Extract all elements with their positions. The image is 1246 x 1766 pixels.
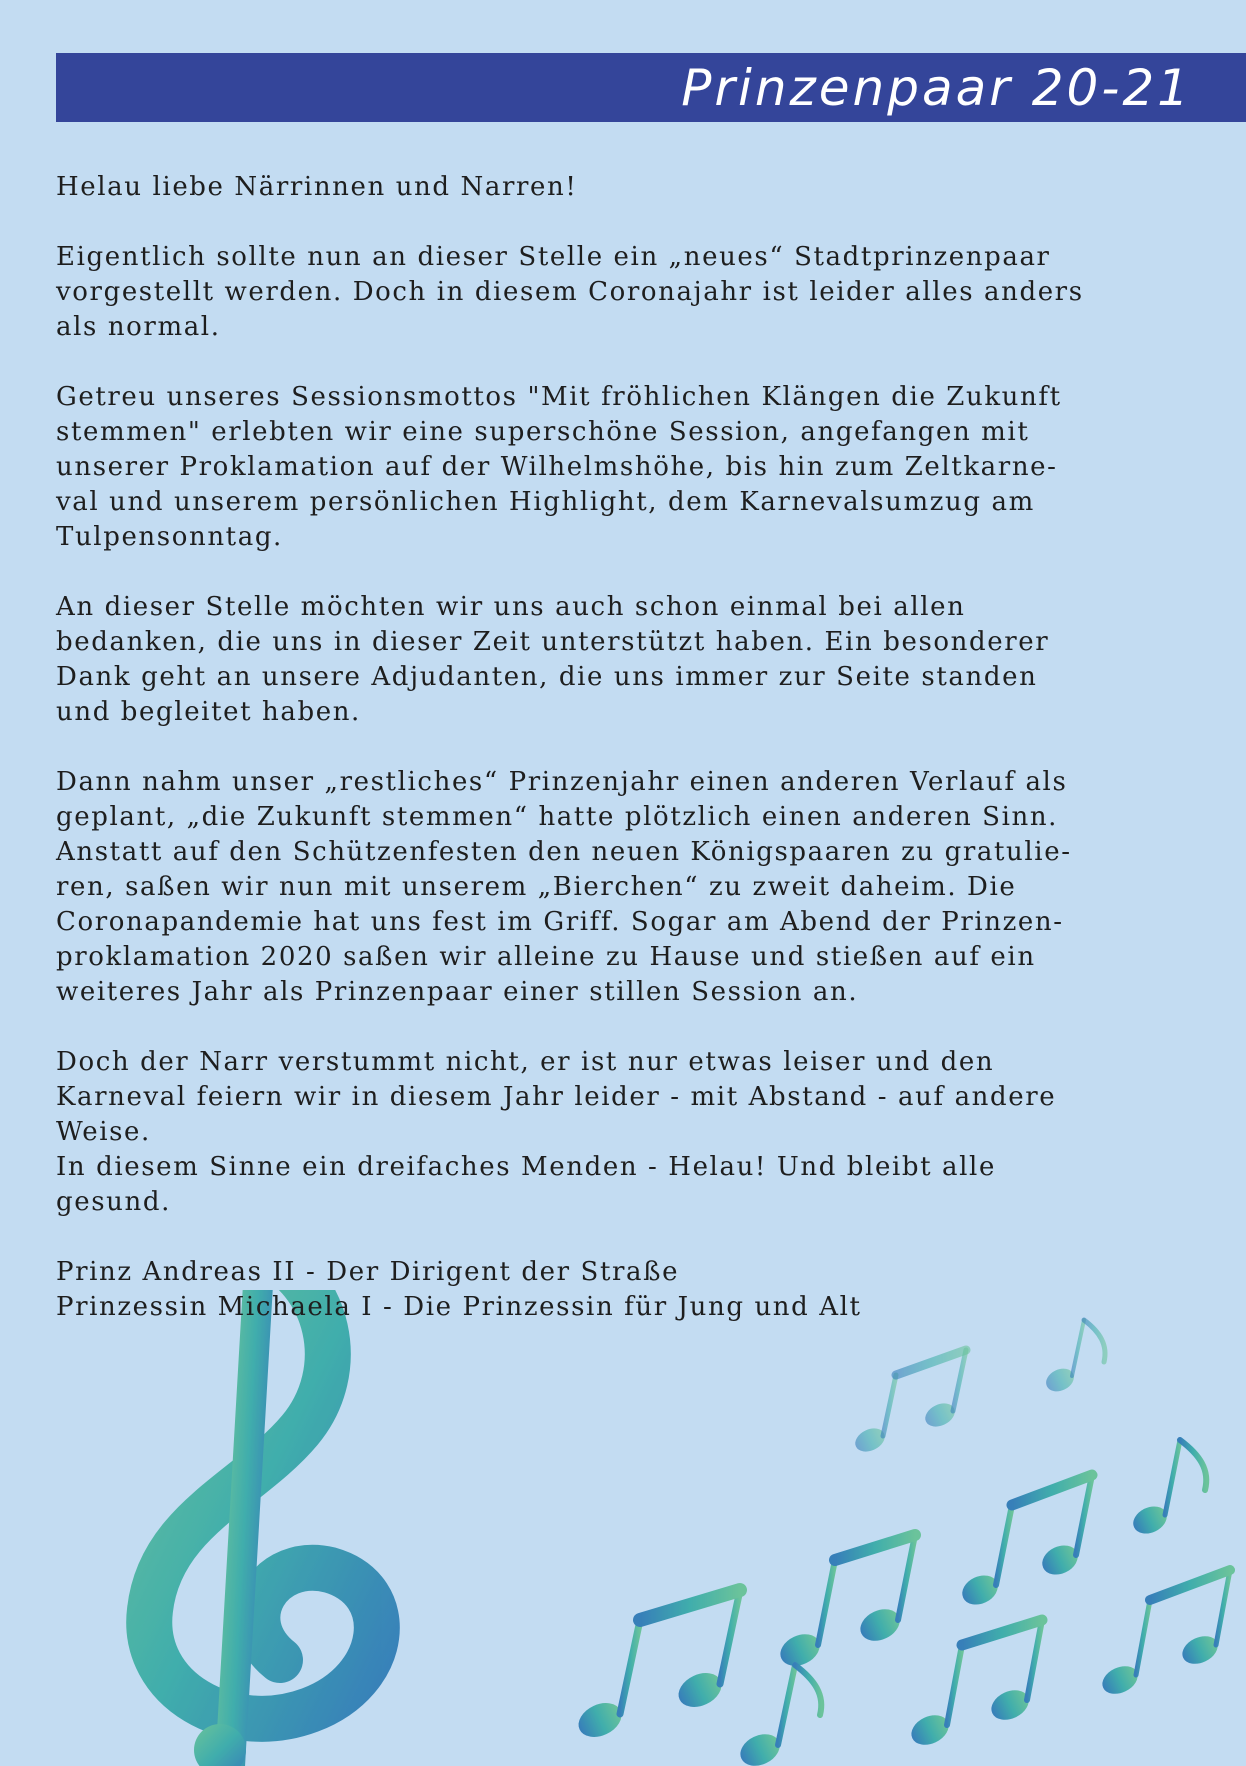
text-line: gesund. (56, 1187, 171, 1217)
text-line: vorgestellt werden. Doch in diesem Coronajahr ist leider alles anders (56, 277, 1084, 307)
text-line: Getreu unseres Sessionsmottos "Mit fröhlichen Klängen die Zukunft (56, 382, 1062, 412)
text-line: weiteres Jahr als Prinzenpaar einer stillen Session an. (56, 977, 859, 1007)
music-notes-icon (574, 1320, 1230, 1766)
text-line: Weise. (56, 1117, 151, 1147)
text-line: val und unserem persönlichen Highlight, dem Karnevalsumzug am (56, 487, 1035, 517)
music-decoration (0, 1290, 1246, 1766)
text-line: Dann nahm unser „restliches“ Prinzenjahr einen anderen Verlauf als (56, 767, 1068, 797)
text-line: unserer Proklamation auf der Wilhelmshöhe, bis hin zum Zeltkarne- (56, 452, 1058, 482)
wish-paragraph (56, 1150, 1186, 1220)
closing-paragraph (56, 1045, 1186, 1150)
treble-clef-icon (149, 1290, 377, 1766)
text-line: An dieser Stelle möchten wir uns auch schon einmal bei allen (56, 592, 966, 622)
letter-body (56, 170, 1186, 1325)
text-line: Karneval feiern wir in diesem Jahr leider - mit Abstand - auf andere (56, 1082, 1057, 1112)
text-line: und begleitet haben. (56, 697, 361, 727)
page-title: Prinzenpaar 20-21 (681, 58, 1192, 117)
text-line: proklamation 2020 saßen wir alleine zu Hause und stießen auf ein (56, 942, 1036, 972)
text-line: bedanken, die uns in dieser Zeit unterstützt haben. Ein besonderer (56, 627, 1050, 657)
session-paragraph (56, 380, 1186, 555)
intro-paragraph (56, 240, 1186, 345)
text-line: geplant, „die Zukunft stemmen“ hatte plötzlich einen anderen Sinn. (56, 802, 1059, 832)
text-line: stemmen" erlebten wir eine superschöne Session, angefangen mit (56, 417, 1030, 447)
title-bar (56, 53, 1246, 122)
signature-prince: Prinz Andreas II - Der Dirigent der Straße (56, 1257, 680, 1287)
thanks-paragraph (56, 590, 1186, 730)
text-line: Dank geht an unsere Adjudanten, die uns immer zur Seite standen (56, 662, 1038, 692)
pandemic-paragraph (56, 765, 1186, 1010)
greeting-paragraph (56, 170, 1186, 205)
text-line: Doch der Narr verstummt nicht, er ist nur etwas leiser und den (56, 1047, 995, 1077)
text-line: Coronapandemie hat uns fest im Griff. Sogar am Abend der Prinzen- (56, 907, 1064, 937)
text-line: Anstatt auf den Schützenfesten den neuen Königspaaren zu gratulie- (56, 837, 1072, 867)
text-line: ren, saßen wir nun mit unserem „Bierchen“ zu zweit daheim. Die (56, 872, 1017, 902)
text-line: Tulpensonntag. (56, 522, 283, 552)
text-line: Helau liebe Närrinnen und Narren! (56, 172, 578, 202)
signature (56, 1255, 1186, 1325)
signature-princess: Prinzessin Michaela I - Die Prinzessin für Jung und Alt (56, 1292, 862, 1322)
text-line: Eigentlich sollte nun an dieser Stelle ein „neues“ Stadtprinzenpaar (56, 242, 1051, 272)
text-line: als normal. (56, 312, 221, 342)
text-line: In diesem Sinne ein dreifaches Menden - Helau! Und bleibt alle (56, 1152, 996, 1182)
